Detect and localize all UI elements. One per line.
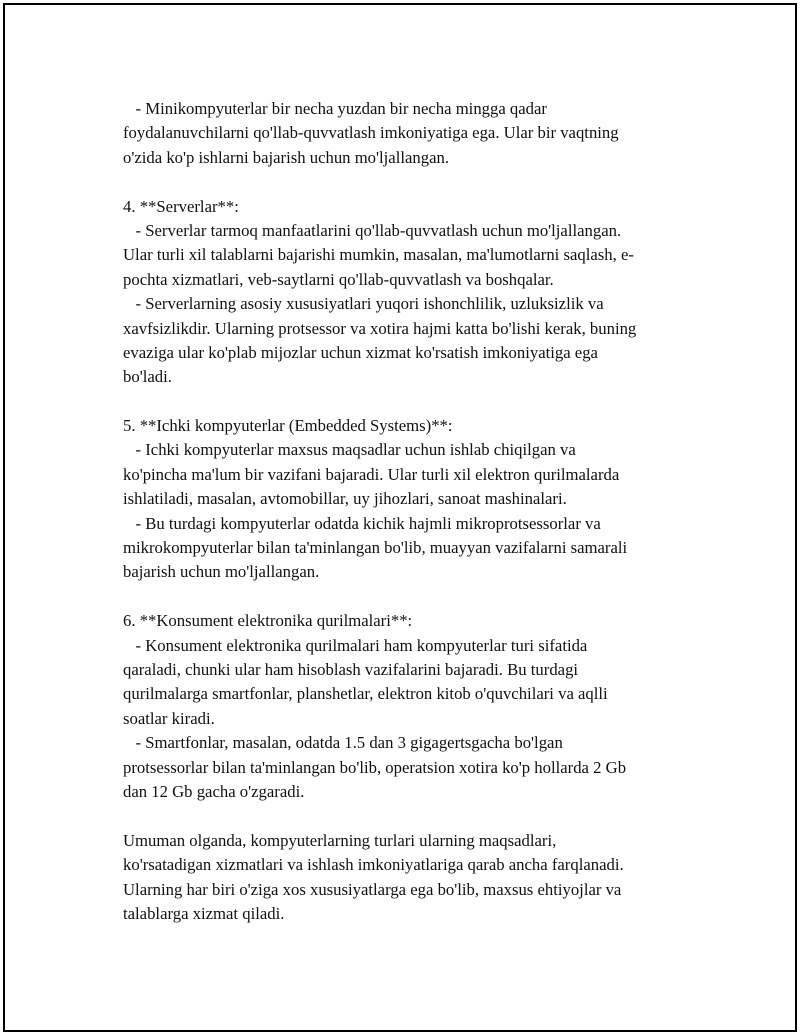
paragraph-gap: [123, 585, 723, 609]
text-line: Ular turli xil talablarni bajarishi mumkin, masalan, ma'lumotlarni saqlash, e-: [123, 245, 634, 265]
text-line: bo'ladi.: [123, 367, 172, 387]
paragraph-gap: [123, 170, 723, 194]
text-line: xavfsizlikdir. Ularning protsessor va xotira hajmi katta bo'lishi kerak, buning: [123, 318, 637, 338]
text-line: qurilmalarga smartfonlar, planshetlar, elektron kitob o'quvchilari va aqlli: [123, 684, 608, 704]
text-line: dan 12 Gb gacha o'zgaradi.: [123, 781, 305, 801]
text-line: foydalanuvchilarni qo'llab-quvvatlash imkoniyatiga ega. Ular bir vaqtning: [123, 123, 619, 143]
text-line: - Konsument elektronika qurilmalari ham kompyuterlar turi sifatida: [123, 635, 588, 655]
paragraph-gap: [123, 390, 723, 414]
paragraph-minicomputers: [123, 97, 723, 170]
text-line: evaziga ular ko'plab mijozlar uchun xizmat ko'rsatish imkoniyatiga ega: [123, 342, 598, 362]
section-consumer-electronics: [123, 609, 723, 804]
section-heading: 5. **Ichki kompyuterlar (Embedded Systems)**:: [123, 416, 453, 436]
text-line: Ularning har biri o'ziga xos xususiyatlarga ega bo'lib, maxsus ehtiyojlar va: [123, 879, 622, 899]
paragraph-gap: [123, 804, 723, 828]
page-frame: [3, 3, 797, 1032]
section-servers: [123, 195, 723, 390]
text-line: - Serverlar tarmoq manfaatlarini qo'llab-quvvatlash uchun mo'ljallangan.: [123, 220, 622, 240]
text-line: ishlatiladi, masalan, avtomobillar, uy jihozlari, sanoat mashinalari.: [123, 489, 567, 509]
section-embedded-systems: [123, 414, 723, 585]
document-body: [123, 97, 723, 926]
text-line: bajarish uchun mo'ljallangan.: [123, 562, 320, 582]
text-line: qaraladi, chunki ular ham hisoblash vazifalarini bajaradi. Bu turdagi: [123, 659, 579, 679]
text-line: - Smartfonlar, masalan, odatda 1.5 dan 3 gigagertsgacha bo'lgan: [123, 733, 563, 753]
text-line: ko'rsatadigan xizmatlari va ishlash imkoniyatlariga qarab ancha farqlanadi.: [123, 855, 624, 875]
text-line: Umuman olganda, kompyuterlarning turlari ularning maqsadlari,: [123, 830, 557, 850]
text-line: - Ichki kompyuterlar maxsus maqsadlar uchun ishlab chiqilgan va: [123, 440, 576, 460]
section-heading: 6. **Konsument elektronika qurilmalari**:: [123, 611, 413, 631]
text-line: protsessorlar bilan ta'minlangan bo'lib, operatsion xotira ko'p hollarda 2 Gb: [123, 757, 627, 777]
text-line: mikrokompyuterlar bilan ta'minlangan bo'lib, muayyan vazifalarni samarali: [123, 538, 628, 558]
text-line: - Serverlarning asosiy xususiyatlari yuqori ishonchlilik, uzluksizlik va: [123, 294, 604, 314]
paragraph-conclusion: [123, 829, 723, 927]
text-line: o'zida ko'p ishlarni bajarish uchun mo'ljallangan.: [123, 147, 450, 167]
text-line: - Bu turdagi kompyuterlar odatda kichik hajmli mikroprotsessorlar va: [123, 513, 601, 533]
section-heading: 4. **Serverlar**:: [123, 196, 239, 216]
text-line: soatlar kiradi.: [123, 708, 215, 728]
text-line: ko'pincha ma'lum bir vazifani bajaradi. Ular turli xil elektron qurilmalarda: [123, 464, 620, 484]
text-line: talablarga xizmat qiladi.: [123, 903, 285, 923]
text-line: pochta xizmatlari, veb-saytlarni qo'llab-quvvatlash va boshqalar.: [123, 269, 554, 289]
text-line: - Minikompyuterlar bir necha yuzdan bir necha mingga qadar: [123, 99, 547, 118]
